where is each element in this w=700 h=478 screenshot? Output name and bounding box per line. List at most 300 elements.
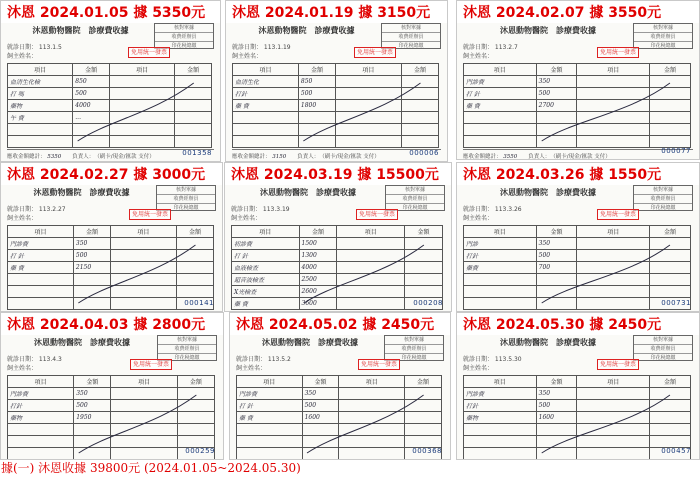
item-amount-cell: 1300 — [299, 250, 337, 262]
table-header-cell: 金額 — [405, 376, 442, 388]
item-name-cell: 藥 費 — [8, 262, 74, 274]
item-amount-cell — [176, 238, 213, 250]
item-amount-cell — [175, 112, 212, 124]
item-amount-cell: 500 — [73, 250, 110, 262]
item-name-cell — [577, 136, 650, 148]
visit-date: 就診日期： 113.2.27 — [7, 206, 66, 213]
item-name-cell: 藥費 — [464, 262, 537, 274]
table-row — [8, 388, 215, 400]
item-name-cell — [577, 400, 650, 412]
item-name-cell — [577, 238, 650, 250]
item-amount-cell: 2600 — [299, 286, 337, 298]
receipt-card — [224, 162, 452, 312]
receipt-title: 沐恩 2024.03.19 據 15500元 — [231, 167, 439, 183]
receipt-items-table — [463, 63, 691, 148]
item-amount-cell — [177, 424, 214, 436]
item-amount-cell: 2700 — [536, 100, 577, 112]
item-amount-cell: 500 — [536, 250, 577, 262]
receipt-title: 沐恩 2024.01.05 據 5350元 — [7, 5, 206, 21]
item-name-cell — [110, 298, 176, 310]
table-header-cell: 項目 — [335, 64, 401, 76]
tax-exempt-stamp: 免用統一發票 — [597, 47, 639, 58]
tax-exempt-stamp: 免用統一發票 — [130, 359, 172, 370]
item-name-cell — [577, 436, 650, 448]
receipt-items-table — [236, 375, 442, 460]
visit-date: 就診日期： 113.4.3 — [7, 356, 62, 363]
table-header-cell: 項目 — [339, 376, 405, 388]
item-amount-cell — [73, 136, 110, 148]
item-name-cell — [111, 424, 177, 436]
table-row — [8, 298, 214, 310]
item-amount-cell — [73, 286, 110, 298]
table-row — [464, 124, 691, 136]
table-header-cell: 金額 — [536, 376, 577, 388]
item-name-cell — [337, 274, 405, 286]
approval-stamp-box — [385, 185, 445, 211]
receipt-card — [0, 162, 223, 312]
visit-date: 就診日期： 113.2.7 — [463, 44, 518, 51]
item-name-cell — [111, 412, 177, 424]
item-amount-cell — [650, 286, 691, 298]
stamp-row: 收費經辦員 — [385, 345, 443, 354]
table-header-cell: 金額 — [73, 226, 110, 238]
table-header-cell: 金額 — [298, 64, 335, 76]
receipt-meta — [463, 355, 522, 373]
table-header-cell: 金額 — [401, 64, 438, 76]
table-row — [8, 424, 215, 436]
item-name-cell — [8, 286, 74, 298]
item-name-cell — [8, 274, 74, 286]
table-header-cell: 項目 — [464, 226, 537, 238]
stamp-row: 印花稅總繳 — [650, 43, 676, 49]
table-header-cell: 金額 — [73, 64, 110, 76]
item-name-cell — [339, 436, 405, 448]
receipt-card — [0, 0, 221, 162]
stamp-row: 核對單據 — [382, 24, 440, 33]
total-amount: 5350 — [47, 154, 62, 160]
item-name-cell — [577, 286, 650, 298]
item-amount-cell: 350 — [536, 388, 577, 400]
item-name-cell — [109, 76, 174, 88]
item-amount-cell — [74, 448, 111, 460]
item-amount-cell — [401, 136, 438, 148]
receipt-title: 沐恩 2024.02.07 據 3550元 — [463, 5, 662, 21]
item-amount-cell — [74, 424, 111, 436]
item-amount-cell — [298, 124, 335, 136]
owner-name: 飼主姓名： — [7, 53, 38, 60]
table-header-cell: 金額 — [536, 226, 577, 238]
stamp-row: 收費經辦員 — [634, 33, 692, 42]
item-name-cell — [335, 100, 401, 112]
table-row — [464, 250, 691, 262]
receipt-card — [0, 312, 224, 460]
receipt-title: 沐恩 2024.05.02 據 2450元 — [236, 317, 435, 333]
item-name-cell — [111, 400, 177, 412]
table-header-cell: 項目 — [8, 64, 73, 76]
table-row — [233, 124, 439, 136]
item-name-cell — [577, 424, 650, 436]
tax-exempt-stamp: 免用統一發票 — [597, 209, 639, 220]
item-amount-cell: 350 — [536, 238, 577, 250]
item-name-cell — [111, 436, 177, 448]
item-amount-cell — [176, 286, 213, 298]
item-name-cell: 打 針 — [232, 250, 300, 262]
visit-date: 就診日期： 113.5.30 — [463, 356, 522, 363]
receipt-card — [229, 312, 451, 460]
item-name-cell: 血清生化檢 — [8, 76, 73, 88]
table-row — [232, 298, 443, 310]
item-name-cell — [109, 88, 174, 100]
item-amount-cell: 2500 — [299, 274, 337, 286]
table-row — [8, 124, 212, 136]
table-header-cell: 項目 — [464, 64, 537, 76]
tax-exempt-stamp: 免用統一發票 — [356, 209, 398, 220]
item-name-cell — [335, 136, 401, 148]
item-name-cell — [464, 436, 537, 448]
stamp-row: 收費經辦員 — [634, 345, 692, 354]
stamp-row: 印花稅總繳 — [398, 43, 424, 49]
receipt-serial-number: 000077 — [661, 147, 691, 155]
stamp-row: 收費經辦員 — [634, 195, 692, 204]
stamp-row: 收費經辦員 — [157, 195, 215, 204]
receipt-serial-number: 000731 — [661, 299, 691, 307]
stamp-row: 印花稅總繳 — [650, 355, 676, 361]
table-header-cell: 項目 — [8, 226, 74, 238]
item-name-cell — [577, 100, 650, 112]
item-name-cell: 門診費 — [464, 388, 537, 400]
table-header-cell: 項目 — [337, 226, 405, 238]
item-name-cell — [464, 424, 537, 436]
item-amount-cell — [177, 436, 214, 448]
table-header-cell: 金額 — [650, 64, 691, 76]
item-name-cell — [335, 76, 401, 88]
item-amount-cell — [405, 412, 442, 424]
table-header-cell: 項目 — [111, 376, 177, 388]
receipt-serial-number: 000141 — [184, 299, 214, 307]
receipt-serial-number: 000368 — [412, 447, 442, 455]
table-row — [464, 412, 691, 424]
item-name-cell — [109, 112, 174, 124]
approval-stamp-box — [157, 335, 217, 361]
item-name-cell — [8, 298, 74, 310]
table-header-cell: 項目 — [232, 226, 300, 238]
item-amount-cell: 500 — [302, 400, 339, 412]
receipt-card — [456, 162, 700, 312]
item-amount-cell — [405, 274, 443, 286]
table-row — [8, 436, 215, 448]
item-amount-cell — [298, 112, 335, 124]
item-name-cell: 午 費 — [8, 112, 73, 124]
receipt-card — [456, 0, 700, 160]
item-name-cell: 門診 — [464, 238, 537, 250]
item-name-cell: 門診費 — [8, 238, 74, 250]
item-amount-cell: 850 — [73, 76, 110, 88]
receipt-serial-number: 000457 — [661, 447, 691, 455]
item-name-cell — [577, 112, 650, 124]
table-row — [8, 448, 215, 460]
item-name-cell — [337, 238, 405, 250]
approval-stamp-box — [633, 23, 693, 49]
receipt-card — [456, 312, 700, 460]
item-amount-cell — [175, 124, 212, 136]
receipt-title: 沐恩 2024.03.26 據 1550元 — [463, 167, 662, 183]
item-amount-cell: 1950 — [74, 412, 111, 424]
tax-exempt-stamp: 免用統一發票 — [129, 209, 171, 220]
receipt-total-line — [463, 149, 693, 160]
item-amount-cell — [298, 136, 335, 148]
table-row — [232, 286, 443, 298]
item-amount-cell — [405, 250, 443, 262]
stamp-row: 收費經辦員 — [386, 195, 444, 204]
table-row — [8, 238, 214, 250]
item-name-cell — [464, 274, 537, 286]
table-header-cell: 金額 — [299, 226, 337, 238]
tax-exempt-stamp: 免用統一發票 — [128, 47, 170, 58]
receipt-form-name: 沐恩動物醫院 診療費收據 — [500, 187, 596, 197]
total-label: 應收金額總計： — [463, 154, 504, 160]
item-name-cell — [577, 274, 650, 286]
item-name-cell: 藥物 — [464, 412, 537, 424]
stamp-row: 核對單據 — [155, 24, 213, 33]
owner-name: 飼主姓名： — [7, 365, 38, 372]
item-name-cell: 藥 費 — [464, 100, 537, 112]
item-amount-cell — [650, 412, 691, 424]
stamp-row: 核對單據 — [157, 186, 215, 195]
item-name-cell — [110, 274, 176, 286]
total-label: 應收金額總計： — [232, 154, 273, 160]
item-amount-cell — [536, 112, 577, 124]
item-name-cell: 血清生化 — [233, 76, 299, 88]
item-amount-cell — [176, 262, 213, 274]
table-header-cell: 項目 — [109, 64, 174, 76]
item-name-cell — [8, 124, 73, 136]
table-row — [464, 76, 691, 88]
item-amount-cell — [401, 100, 438, 112]
item-amount-cell: 850 — [298, 76, 335, 88]
tax-exempt-stamp: 免用統一發票 — [597, 359, 639, 370]
owner-name: 飼主姓名： — [236, 365, 267, 372]
table-row — [232, 238, 443, 250]
item-amount-cell — [650, 238, 691, 250]
stamp-row: 印花稅總繳 — [402, 205, 428, 211]
receipt-form-name: 沐恩動物醫院 診療費收據 — [33, 187, 130, 197]
item-amount-cell — [650, 274, 691, 286]
table-row — [8, 286, 214, 298]
item-amount-cell: 500 — [74, 400, 111, 412]
item-name-cell: 打針 — [233, 88, 299, 100]
table-row — [237, 436, 442, 448]
table-row — [464, 388, 691, 400]
receipt-meta — [236, 355, 291, 373]
owner-name: 飼主姓名： — [7, 215, 38, 222]
item-amount-cell — [650, 88, 691, 100]
item-name-cell — [577, 124, 650, 136]
item-name-cell — [577, 298, 650, 310]
item-amount-cell: 1800 — [298, 100, 335, 112]
item-amount-cell — [401, 124, 438, 136]
item-name-cell — [233, 124, 299, 136]
table-row — [8, 100, 212, 112]
stamp-row: 核對單據 — [634, 24, 692, 33]
item-name-cell — [110, 238, 176, 250]
item-amount-cell — [73, 124, 110, 136]
table-header-cell: 金額 — [650, 376, 691, 388]
item-amount-cell: 1600 — [536, 412, 577, 424]
item-name-cell — [233, 112, 299, 124]
collage-caption: 據(一) 沐恩收據 39800元 (2024.01.05~2024.05.30) — [1, 461, 301, 475]
receipt-serial-number: 001358 — [182, 149, 212, 157]
item-amount-cell: 4000 — [73, 100, 110, 112]
table-header-cell: 金額 — [302, 376, 339, 388]
table-row — [8, 400, 215, 412]
receipt-meta — [231, 205, 290, 223]
table-header-cell: 金額 — [176, 226, 213, 238]
owner-name: 飼主姓名： — [463, 53, 494, 60]
receipt-title: 沐恩 2024.05.30 據 2450元 — [463, 317, 662, 333]
approval-stamp-box — [381, 23, 441, 49]
item-name-cell: 血液檢查 — [232, 262, 300, 274]
receipt-meta — [7, 43, 62, 61]
item-amount-cell — [536, 286, 577, 298]
item-amount-cell — [650, 250, 691, 262]
table-row — [464, 238, 691, 250]
item-amount-cell — [401, 112, 438, 124]
receipt-meta — [7, 355, 62, 373]
approval-stamp-box — [154, 23, 214, 49]
stamp-row: 收費經辦員 — [382, 33, 440, 42]
item-name-cell: 門診費 — [237, 388, 303, 400]
item-name-cell: 打 嗎 — [8, 88, 73, 100]
table-header-cell: 項目 — [8, 376, 74, 388]
item-name-cell: 藥物 — [8, 100, 73, 112]
item-name-cell: 超音波檢查 — [232, 274, 300, 286]
item-amount-cell — [536, 448, 577, 460]
item-amount-cell: 500 — [536, 400, 577, 412]
item-amount-cell — [536, 124, 577, 136]
item-amount-cell — [401, 76, 438, 88]
item-amount-cell — [650, 436, 691, 448]
signature-label: 負責人： （刷卡/現金/匯款 支付） — [286, 154, 380, 160]
item-amount-cell: 1500 — [299, 238, 337, 250]
table-header-cell: 項目 — [577, 226, 650, 238]
item-amount-cell — [405, 238, 443, 250]
item-amount-cell — [175, 100, 212, 112]
table-row — [233, 76, 439, 88]
item-amount-cell — [536, 436, 577, 448]
item-name-cell — [464, 124, 537, 136]
table-row — [8, 136, 212, 148]
table-header-cell: 金額 — [536, 64, 577, 76]
approval-stamp-box — [633, 335, 693, 361]
item-amount-cell: 500 — [298, 88, 335, 100]
table-row — [237, 400, 442, 412]
stamp-row: 核對單據 — [634, 186, 692, 195]
table-row — [237, 448, 442, 460]
item-amount-cell — [536, 136, 577, 148]
receipt-items-table — [7, 375, 215, 460]
owner-name: 飼主姓名： — [231, 215, 262, 222]
item-name-cell — [111, 448, 177, 460]
receipt-title: 沐恩 2024.02.27 據 3000元 — [7, 167, 206, 183]
item-name-cell — [337, 262, 405, 274]
item-amount-cell — [650, 124, 691, 136]
item-amount-cell — [650, 262, 691, 274]
receipt-meta — [463, 43, 518, 61]
item-name-cell — [109, 136, 174, 148]
item-name-cell — [339, 448, 405, 460]
item-name-cell: 打針 — [8, 400, 74, 412]
item-name-cell: 打 針 — [8, 250, 74, 262]
item-name-cell — [110, 286, 176, 298]
receipt-serial-number: 000259 — [185, 447, 215, 455]
item-amount-cell — [177, 400, 214, 412]
receipt-items-table — [231, 225, 443, 310]
receipt-items-table — [463, 225, 691, 310]
item-name-cell — [464, 112, 537, 124]
item-amount-cell — [405, 286, 443, 298]
item-name-cell — [237, 424, 303, 436]
table-header-cell: 項目 — [110, 226, 176, 238]
table-row — [464, 298, 691, 310]
visit-date: 就診日期： 113.5.2 — [236, 356, 291, 363]
item-amount-cell — [650, 400, 691, 412]
item-amount-cell: 350 — [536, 76, 577, 88]
table-row — [233, 88, 439, 100]
item-name-cell — [577, 262, 650, 274]
item-name-cell: 藥 費 — [232, 298, 300, 310]
item-name-cell — [339, 412, 405, 424]
item-name-cell — [577, 412, 650, 424]
item-name-cell: 藥 費 — [233, 100, 299, 112]
item-name-cell — [109, 124, 174, 136]
item-amount-cell — [650, 388, 691, 400]
item-amount-cell: 1600 — [302, 412, 339, 424]
item-amount-cell — [650, 424, 691, 436]
item-name-cell — [339, 424, 405, 436]
item-amount-cell — [536, 274, 577, 286]
item-amount-cell — [536, 424, 577, 436]
owner-name: 飼主姓名： — [463, 365, 494, 372]
total-amount: 3550 — [503, 154, 518, 160]
item-name-cell — [339, 400, 405, 412]
receipt-meta — [7, 205, 66, 223]
table-header-cell: 項目 — [237, 376, 303, 388]
item-name-cell — [577, 388, 650, 400]
item-amount-cell: 2150 — [73, 262, 110, 274]
item-name-cell — [237, 436, 303, 448]
receipt-serial-number: 000006 — [409, 149, 439, 157]
visit-date: 就診日期： 113.1.19 — [232, 44, 291, 51]
item-amount-cell: 350 — [73, 238, 110, 250]
table-row — [464, 136, 691, 148]
table-header-cell: 項目 — [233, 64, 299, 76]
tax-exempt-stamp: 免用統一發票 — [354, 47, 396, 58]
table-row — [8, 76, 212, 88]
item-amount-cell: 700 — [536, 262, 577, 274]
stamp-row: 印花稅總繳 — [401, 355, 427, 361]
receipt-form-name: 沐恩動物醫院 診療費收據 — [260, 187, 356, 197]
item-name-cell — [110, 262, 176, 274]
item-name-cell — [464, 286, 537, 298]
total-amount: 3150 — [272, 154, 287, 160]
table-row — [464, 286, 691, 298]
item-name-cell — [109, 100, 174, 112]
table-row — [464, 448, 691, 460]
item-amount-cell: 4000 — [299, 262, 337, 274]
receipt-card — [225, 0, 448, 162]
visit-date: 就診日期： 113.3.19 — [231, 206, 290, 213]
receipt-items-table — [232, 63, 439, 148]
